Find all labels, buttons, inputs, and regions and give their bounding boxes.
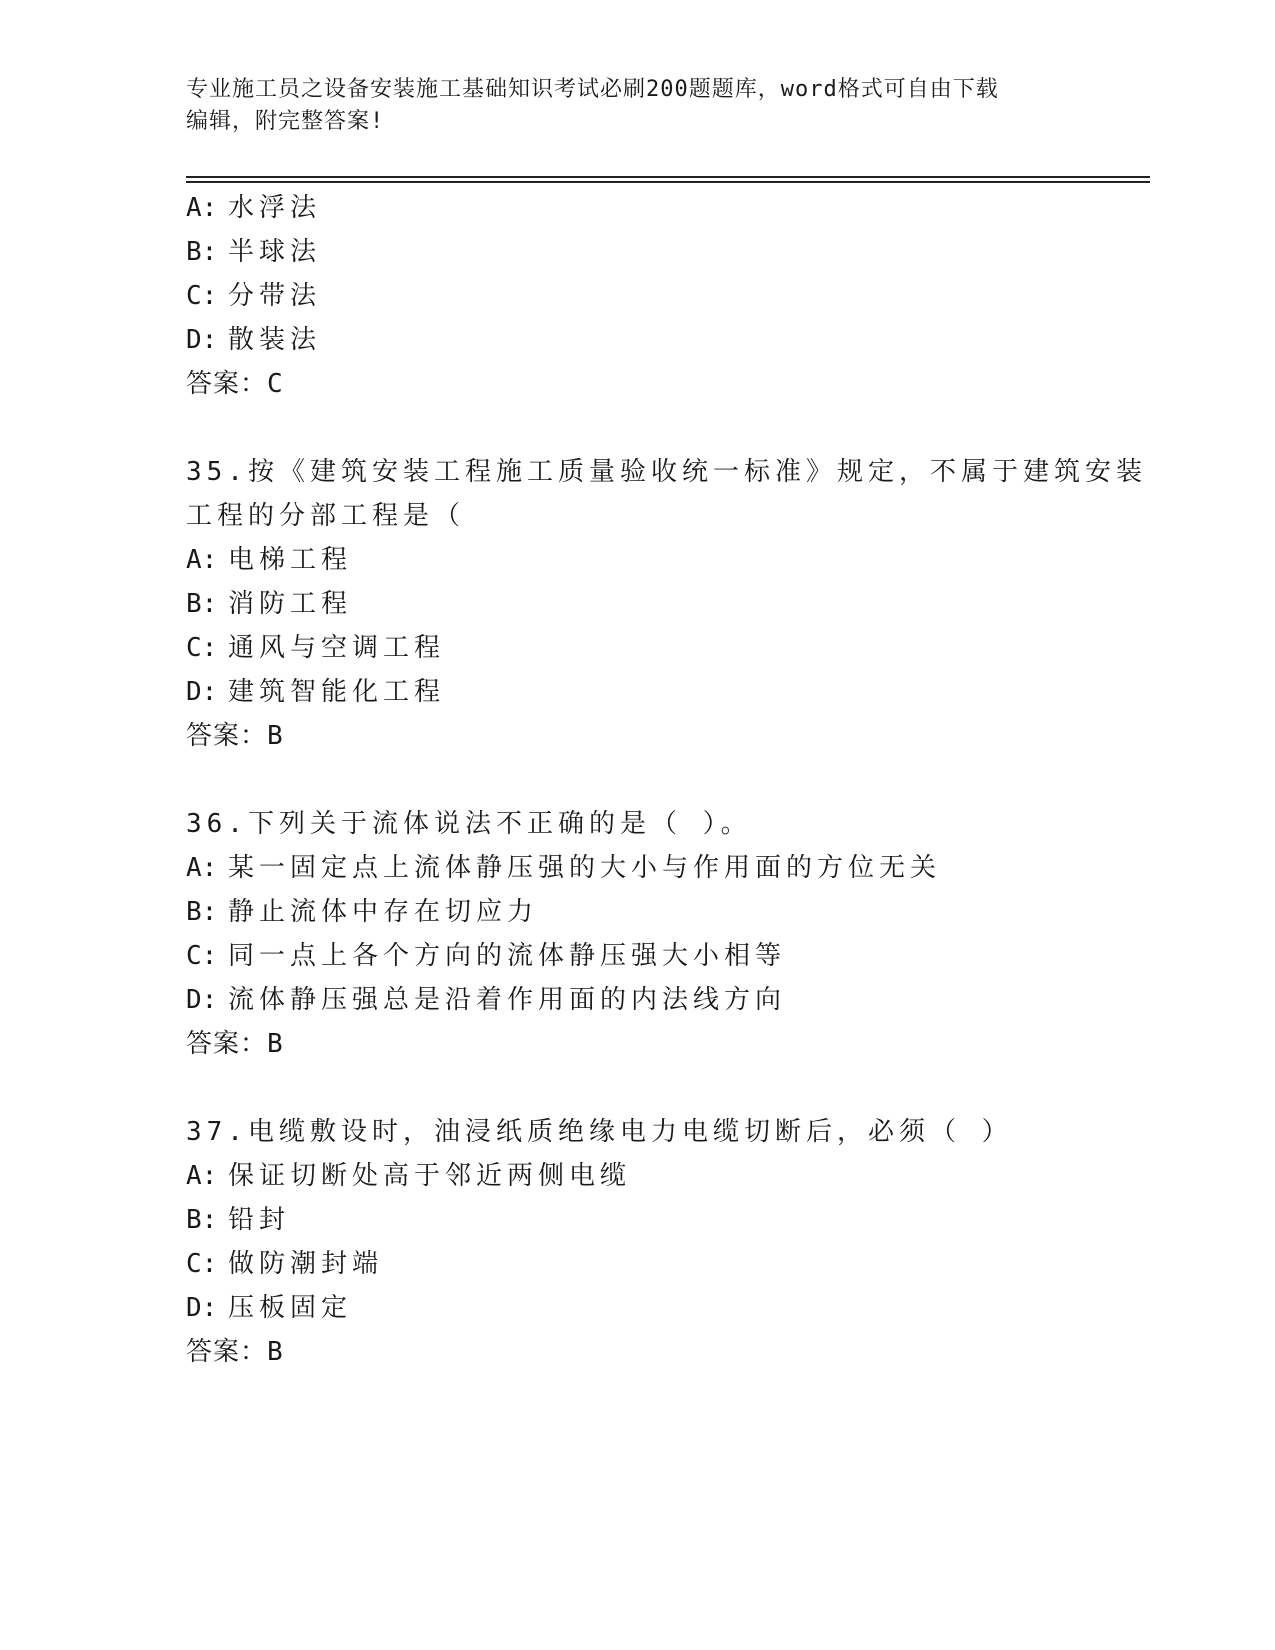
- q34-option-c: [186, 280, 321, 312]
- option-letter: A:: [186, 853, 218, 883]
- q36-option-d: [186, 984, 786, 1016]
- option-letter: A:: [186, 193, 218, 223]
- option-letter: D:: [186, 325, 218, 355]
- header-title-line2: 编辑，附完整答案!: [186, 109, 385, 134]
- option-text: 电梯工程: [228, 545, 353, 575]
- option-text: 静止流体中存在切应力: [228, 897, 539, 927]
- q36-option-a: [186, 852, 941, 884]
- q37-answer: 答案：B: [186, 1337, 284, 1367]
- q37-stem-line1: 37.电缆敷设时，油浸纸质绝缘电力电缆切断后，必须（ ）: [186, 1117, 1013, 1147]
- option-text: 建筑智能化工程: [228, 677, 446, 707]
- option-text: 铅封: [228, 1205, 291, 1235]
- option-letter: B:: [186, 1205, 218, 1235]
- option-text: 半球法: [228, 237, 322, 267]
- q35-option-a: [186, 544, 352, 576]
- q35-option-c: [186, 632, 445, 664]
- option-text: 通风与空调工程: [228, 633, 446, 663]
- document-header: [186, 74, 1066, 138]
- q36-answer: 答案：B: [186, 1029, 284, 1059]
- option-letter: C:: [186, 1249, 218, 1279]
- q35-answer: 答案：B: [186, 721, 284, 751]
- header-divider-bottom: [186, 181, 1150, 183]
- q35-stem-line2: 工程的分部工程是（: [186, 501, 466, 531]
- option-letter: A:: [186, 1161, 218, 1191]
- option-letter: C:: [186, 633, 218, 663]
- option-text: 散装法: [228, 325, 322, 355]
- q36-stem-line1: 36.下列关于流体说法不正确的是（ ）。: [186, 809, 752, 839]
- option-text: 水浮法: [228, 193, 322, 223]
- q37-option-a: [186, 1160, 631, 1192]
- option-letter: C:: [186, 281, 218, 311]
- option-text: 消防工程: [228, 589, 353, 619]
- q34-option-a: [186, 192, 321, 224]
- q34-answer: 答案：C: [186, 369, 284, 399]
- option-text: 流体静压强总是沿着作用面的内法线方向: [228, 985, 787, 1015]
- option-letter: B:: [186, 237, 218, 267]
- q35-option-b: [186, 588, 352, 620]
- option-text: 同一点上各个方向的流体静压强大小相等: [228, 941, 787, 971]
- option-letter: D:: [186, 985, 218, 1015]
- option-letter: D:: [186, 677, 218, 707]
- q36-option-c: [186, 940, 786, 972]
- q36-option-b: [186, 896, 538, 928]
- q37-option-c: [186, 1248, 383, 1280]
- header-title-line1: 专业施工员之设备安装施工基础知识考试必刷200题题库，word格式可自由下载: [186, 77, 999, 102]
- option-text: 做防潮封端: [228, 1249, 384, 1279]
- q34-option-b: [186, 236, 321, 268]
- option-text: 压板固定: [228, 1293, 353, 1323]
- option-text: 保证切断处高于邻近两侧电缆: [228, 1161, 632, 1191]
- q35-option-d: [186, 676, 445, 708]
- option-letter: B:: [186, 897, 218, 927]
- option-letter: A:: [186, 545, 218, 575]
- option-letter: D:: [186, 1293, 218, 1323]
- header-divider-top: [186, 176, 1150, 178]
- q34-option-d: [186, 324, 321, 356]
- q35-stem-line1: 35.按《建筑安装工程施工质量验收统一标准》规定，不属于建筑安装: [186, 457, 1147, 487]
- q37-option-b: [186, 1204, 290, 1236]
- option-letter: C:: [186, 941, 218, 971]
- option-text: 分带法: [228, 281, 322, 311]
- option-text: 某一固定点上流体静压强的大小与作用面的方位无关: [228, 853, 942, 883]
- option-letter: B:: [186, 589, 218, 619]
- q37-option-d: [186, 1292, 352, 1324]
